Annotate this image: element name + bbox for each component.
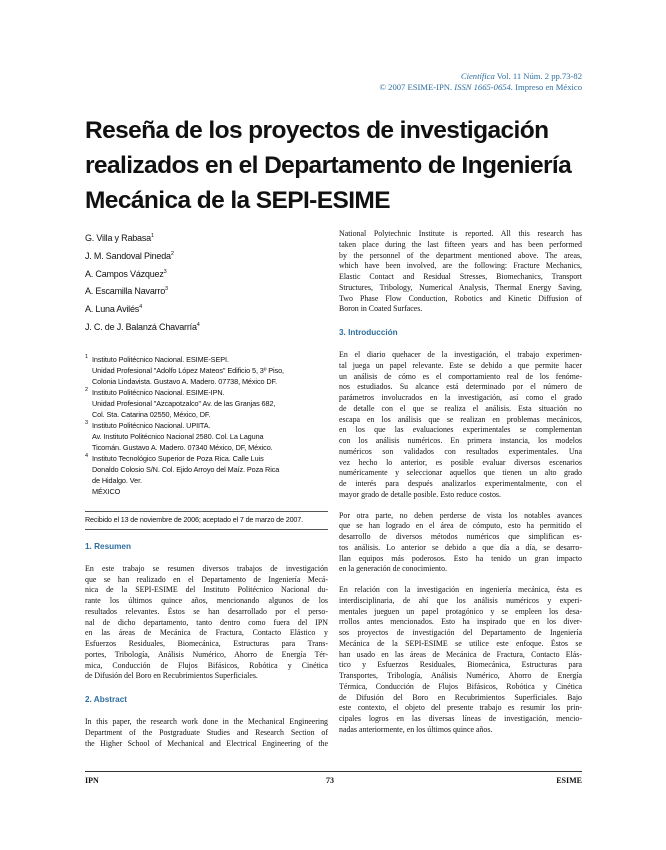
author: J. M. Sandoval Pineda$^2$ — [85, 250, 174, 261]
author: J. C. de J. Balanzá Chavarría$^4$ — [85, 321, 200, 332]
abstract-en: In this paper, the research work done in the Mechanical Engineering Department of the Postgraduate Studies and Research Section of the Higher School of Mechanical and Electrical Engineering of the — [85, 717, 328, 748]
journal-header — [379, 71, 582, 93]
author: A. Campos Vázquez$^3$ — [85, 268, 167, 279]
author: A. Escamilla Navarro$^3$ — [85, 286, 168, 297]
title-line: Reseña de los proyectos de investigación — [85, 117, 549, 144]
left-column — [85, 229, 328, 749]
affiliations — [85, 354, 328, 497]
affiliation: 2 Instituto Politécnico Nacional. ESIME-IPN. Unidad Profesional "Azcapotzalco" Av. de las Granjas 682, Col. Sta. Catarina 02550, México, DF. — [85, 386, 276, 419]
section-heading: 3. Introducción — [339, 328, 398, 337]
divider — [85, 529, 328, 530]
footer-left: IPN — [85, 776, 99, 785]
received-dates: Recibido el 13 de noviembre de 2006; aceptado el 7 de marzo de 2007. — [85, 514, 303, 524]
page-number: 73 — [326, 776, 334, 785]
copyright: © 2007 ESIME-IPN. — [379, 82, 453, 92]
title-line: Mecánica de la SEPI-ESIME — [85, 187, 390, 214]
author: A. Luna Avilés$^4$ — [85, 304, 142, 315]
journal-volume: Vol. 11 Núm. 2 pp.73-82 — [496, 71, 582, 81]
issn: ISSN 1665-0654. — [454, 82, 514, 92]
title-line: realizados en el Departamento de Ingeniería — [85, 152, 572, 179]
intro-paragraph: En el diario quehacer de la investigación, el trabajo experimen- tal juega un papel relevante. Este se debido a que permite hacer un análisis de cómo es el comportamiento real de los fenóme- nos estudiados. Su alcance está determinado por el número de parámetros involucrados en la investigación, así como el grado de detalle con el que se realiza el análisis. Esta situación no escapa en los análisis que se realizan en problemas mecánicos, en los que las evaluaciones experimentales se complementan con los análisis numéricos. En primera instancia, los modelos numéricos son validados con resultados experimentales. Una vez hecho lo anterior, es posible evaluar diversos escenarios numéricamente y seleccionar aquellos que tienen un alto grado de interés para después analizarlos experimentalmente, con el mayor grado de detalle posible. Esto reduce costos. — [339, 350, 582, 499]
paper-title — [85, 113, 585, 218]
affiliation: 3 Instituto Politécnico Nacional. UPIITA. Av. Instituto Politécnico Nacional 2580. Col. La Laguna Ticomán. Gustavo A. Madero. 07340 México, DF, México. — [85, 419, 273, 452]
footer-rule — [85, 771, 582, 772]
affiliation: 4 Instituto Tecnológico Superior de Poza Rica. Calle Luis Donaldo Colosio S/N. Col. Ejido Arroyo del Maíz. Poza Rica de Hidalgo. Ver. MÉXICO — [85, 452, 280, 496]
right-column — [339, 229, 582, 736]
section-heading: 1. Resumen — [85, 541, 131, 551]
abstract-en-cont: National Polytechnic Institute is reported. All this research has taken place during the last fifteen years and has been performed by the personnel of the department mentioned above. The areas, which have been involved, are the following: Fracture Mechanics, Elastic Contact and Residual Stresses, Biomechanics, Transport Structures, Tribology, Numerical Analysis, Thermal Energy Saving, Two Phase Flow Conduction, Robotics and Kinetic Diffusion of Boron in Coated Surfaces. — [339, 229, 582, 314]
author-list — [85, 229, 328, 336]
author: G. Villa y Rabasa$^1$ — [85, 233, 154, 243]
footer-right: ESIME — [556, 776, 582, 785]
intro-paragraph: En relación con la investigación en ingeniería mecánica, ésta es interdisciplinaria, de ahí que los análisis numéricos y experi- mentales jueguen un papel protagónico y se empleen los desa- rrollos antes mencionados. Esto ha inspirado que en los diver- sos proyectos de investigación del Departamento de Ingeniería Mecánica de la SEPI-ESIME se utilice este enfoque. Éstos se han usado en las áreas de Mecánica de Fractura, Contacto Elás- tico y Esfuerzos Residuales, Biomecánica, Estructuras para Transportes, Tribología, Análisis Numérico, Ahorro de Energía Térmica, Conducción de Flujos Bifásicos, Robótica y Cinética de Difusión del Boro en Recubrimientos Superficiales. Bajo este contexto, el objeto del presente trabajo es resumir los prin- cipales logros en las diversas líneas de investigación, mencio- nadas anteriormente, en los últimos quince años. — [339, 585, 582, 734]
section-heading: 2. Abstract — [85, 695, 128, 705]
intro-paragraph: Por otra parte, no deben perderse de vista los notables avances que se han logrado en el área de cómputo, esto ha permitido el desarrollo de diversos métodos numéricos que simplifican es- tos análisis. Lo anterior se debido a que día a día, se desarro- llan equipos más poderosos. Esto ha tenido un gran impacto en la generación de conocimiento. — [339, 510, 582, 574]
affiliation: 1 Instituto Politécnico Nacional. ESIME-SEPI. Unidad Profesional "Adolfo López Mateos" Edificio 5, 3º Piso, Colonia Lindavista. Gustavo A. Madero. 07738, México DF. — [85, 353, 284, 386]
printed-in: Impreso en México — [515, 82, 582, 92]
abstract-es: En este trabajo se resumen diversos trabajos de investigación que se han realizado en el Departamento de Ingeniería Mecá- nica de la SEPI-ESIME del Instituto Politécnico Nacional du- rante los últimos quince años, mencionando algunos de los resultados relevantes. Éstos se han desarrollado por el perso- nal de dicho departamento, tanto dentro como fuera del IPN en las áreas de Mecánica de Fractura, Contacto Elástico y Esfuerzos Residuales, Biomecánica, Estructuras para Trans- portes, Tribología, Análisis Numérico, Ahorro de Energía Tér- mica, Conducción de Flujos Bifásicos, Robótica y Cinética de Difusión del Boro en Recubrimientos Superficiales. — [85, 563, 328, 681]
journal-name: Científica — [460, 71, 495, 81]
